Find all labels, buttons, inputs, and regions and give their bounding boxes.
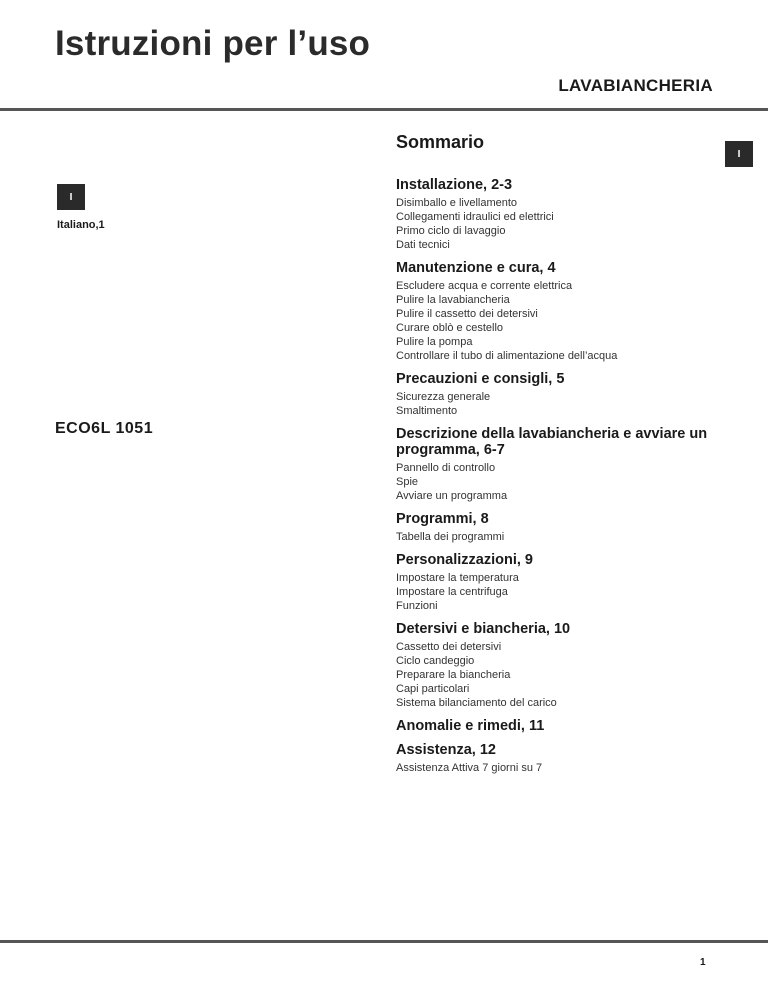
toc-item: Disimballo e livellamento: [396, 197, 518, 209]
toc-section-title: Personalizzazioni, 9: [396, 552, 533, 568]
toc-section-title: Programmi, 8: [396, 511, 489, 527]
toc-section: [396, 177, 726, 252]
toc-item: Pulire il cassetto dei detersivi: [396, 308, 538, 320]
language-badge-left: I: [57, 184, 85, 210]
toc-section-title: Anomalie e rimedi, 11: [396, 718, 545, 734]
header-divider: [0, 108, 768, 111]
model-name: ECO6L 1051: [55, 420, 154, 437]
toc-item: Sistema bilanciamento del carico: [396, 697, 557, 709]
toc-section: [396, 742, 726, 775]
toc-item: Curare oblò e cestello: [396, 322, 504, 334]
toc-item: Spie: [396, 476, 419, 488]
toc-section: [396, 511, 726, 544]
toc-heading: Sommario: [396, 132, 485, 152]
language-label: Italiano,1: [57, 219, 105, 231]
toc-section-title: Manutenzione e cura, 4: [396, 260, 556, 276]
toc-section-title: Precauzioni e consigli, 5: [396, 371, 565, 387]
toc-item: Dati tecnici: [396, 239, 450, 251]
toc-item: Avviare un programma: [396, 490, 508, 502]
page-number: 1: [700, 957, 706, 968]
toc-section-title: Installazione, 2-3: [396, 177, 513, 193]
toc-item: Primo ciclo di lavaggio: [396, 225, 506, 237]
language-badge-right: I: [725, 141, 753, 167]
toc-section: [396, 621, 726, 710]
toc-item: Pulire la pompa: [396, 336, 473, 348]
document-title: Istruzioni per l’uso: [55, 24, 371, 63]
toc-section-title: Assistenza, 12: [396, 742, 496, 758]
toc-item: Sicurezza generale: [396, 391, 491, 403]
toc-item: Pulire la lavabiancheria: [396, 294, 510, 306]
toc-item: Capi particolari: [396, 683, 470, 695]
toc-item: Smaltimento: [396, 405, 458, 417]
toc-item: Collegamenti idraulici ed elettrici: [396, 211, 554, 223]
toc-item: Cassetto dei detersivi: [396, 641, 502, 653]
toc-item: Funzioni: [396, 600, 438, 612]
toc-section: [396, 371, 726, 418]
toc-item: Impostare la centrifuga: [396, 586, 508, 598]
toc-section: [396, 426, 726, 503]
toc-item: Assistenza Attiva 7 giorni su 7: [396, 762, 543, 774]
toc-item: Ciclo candeggio: [396, 655, 475, 667]
table-of-contents: [396, 177, 726, 783]
toc-item: Impostare la temperatura: [396, 572, 519, 584]
toc-section: [396, 718, 726, 734]
toc-section: [396, 552, 726, 613]
product-category: LAVABIANCHERIA: [558, 76, 713, 95]
toc-item: Pannello di controllo: [396, 462, 496, 474]
toc-section: [396, 260, 726, 363]
toc-item: Preparare la biancheria: [396, 669, 511, 681]
toc-item: Escludere acqua e corrente elettrica: [396, 280, 573, 292]
footer-divider: [0, 940, 768, 943]
toc-section-title: Detersivi e biancheria, 10: [396, 621, 571, 637]
toc-item: Tabella dei programmi: [396, 531, 505, 543]
toc-section-title: Descrizione della lavabiancheria e avviare un programma, 6-7: [396, 426, 708, 458]
toc-item: Controllare il tubo di alimentazione dell’acqua: [396, 350, 618, 362]
